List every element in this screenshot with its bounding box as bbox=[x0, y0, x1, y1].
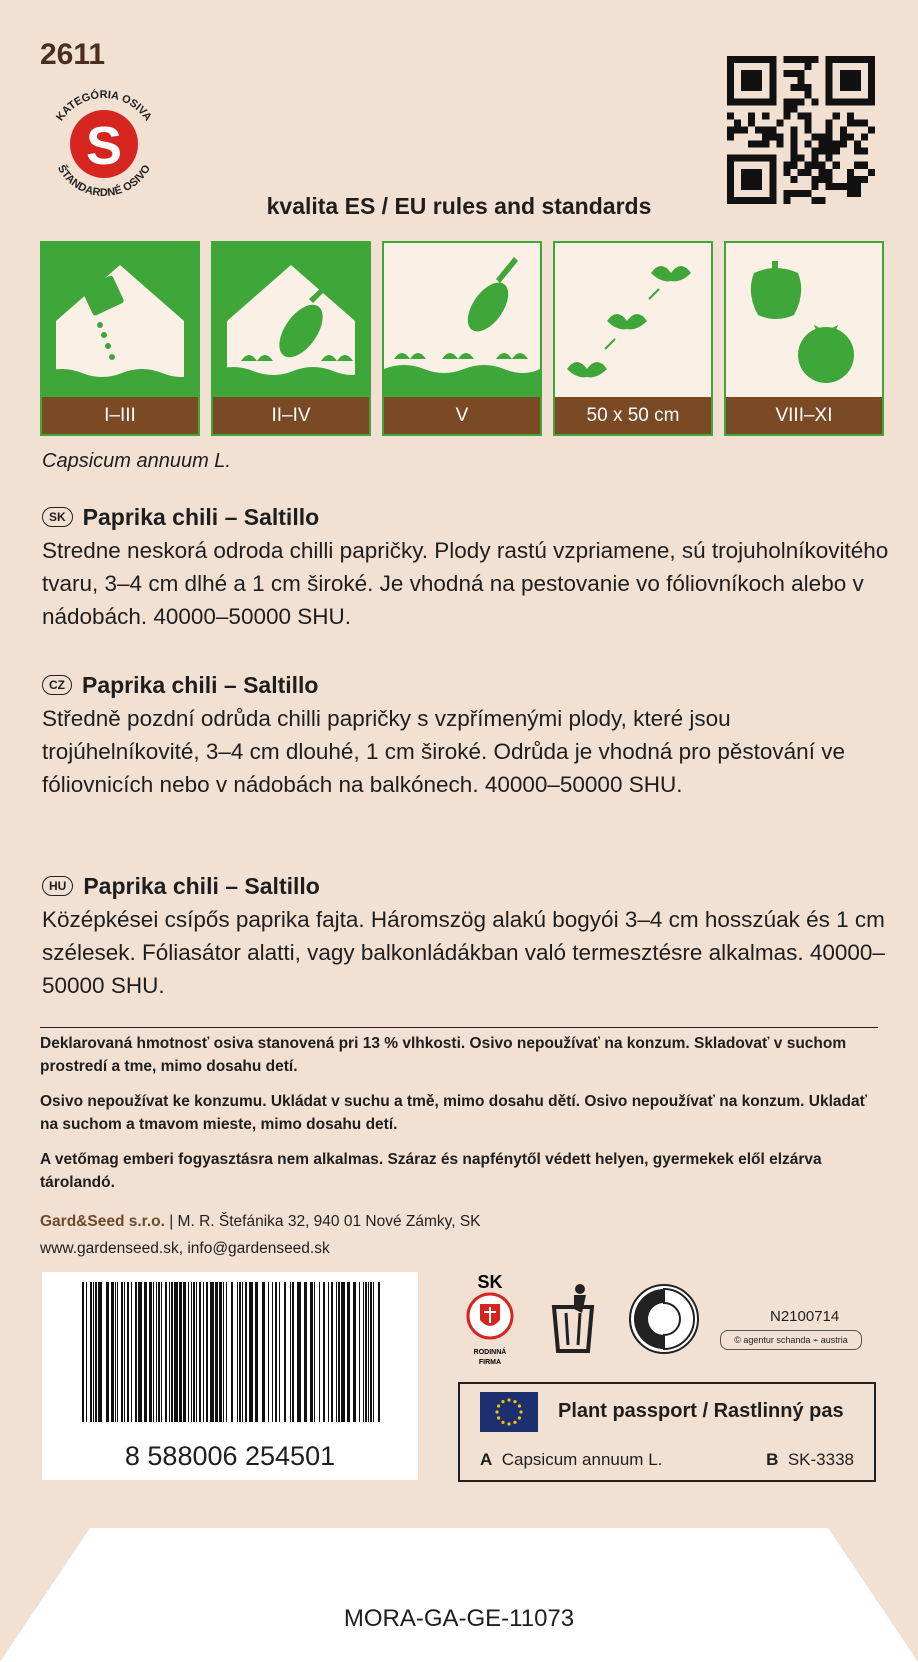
bottom-seal-panel bbox=[0, 1528, 918, 1662]
language-badge: HU bbox=[42, 876, 73, 896]
section-title: Paprika chili – Saltillo bbox=[82, 671, 319, 698]
section-cz bbox=[42, 668, 892, 801]
spacing-icon bbox=[555, 243, 711, 397]
latin-name: Capsicum annuum L. bbox=[42, 450, 231, 472]
barcode-bars-icon bbox=[42, 1282, 418, 1457]
harvest-icon bbox=[726, 243, 882, 397]
svg-text:KATEGÓRIA OSIVA: KATEGÓRIA OSIVA bbox=[54, 88, 154, 124]
barcode bbox=[42, 1272, 418, 1480]
legal-sk: Deklarovaná hmotnosť osiva stanovená pri 13 % vlhkosti. Osivo nepoužívať na konzum. Skladovať v suchom prostredí a tme, mimo dosahu detí. bbox=[40, 1035, 847, 1075]
legal-cz: Osivo nepoužívat ke konzumu. Ukládat v suchu a tmě, mimo dosahu dětí. Osivo nepoužívať na konzum. Ukladať na suchom a tmavom mieste, mimo dosahu detí. bbox=[40, 1093, 868, 1133]
tile-spacing bbox=[553, 241, 713, 436]
tile-outdoor-planting bbox=[382, 241, 542, 436]
tile-sowing bbox=[40, 241, 200, 436]
quality-statement: kvalita ES / EU rules and standards bbox=[266, 193, 652, 219]
sk-family-company-icon bbox=[462, 1270, 518, 1370]
tile-greenhouse-planting bbox=[211, 241, 371, 436]
company-web[interactable]: www.gardenseed.sk, info@gardenseed.sk bbox=[40, 1240, 330, 1257]
greenhouse-sowing-icon bbox=[42, 243, 198, 397]
certification-code: N2100714 bbox=[770, 1308, 840, 1325]
company-info bbox=[40, 1213, 481, 1231]
legal-hu: A vetőmag emberi fogyasztásra nem alkalmas. Száraz és napfénytől védett helyen, gyermekek elől elzárva tárolandó. bbox=[40, 1151, 822, 1191]
svg-text:RODINNÁ: RODINNÁ bbox=[473, 1349, 507, 1356]
product-code: 2611 bbox=[40, 38, 106, 71]
section-text: Středně pozdní odrůda chilli papričky s vzpřímenými plody, které jsou trojúhelníkovité, 3–4 cm dlouhé, 1 cm široké. Odrůda je vhodná pro pěstování ve fóliovnicích nebo v nádobách na balkónech. 40000–50000 SHU. bbox=[42, 706, 845, 797]
section-text: Középkései csípős paprika fajta. Háromszög alakú bogyói 3–4 cm hosszúak és 1 cm szélesek. Fóliasátor alatti, vagy balkonládákban való termesztésre alkalmas. 40000–50000 SHU. bbox=[42, 907, 885, 998]
trash-bin-icon bbox=[546, 1283, 604, 1355]
qr-code-icon[interactable] bbox=[722, 56, 880, 204]
section-hu bbox=[42, 869, 892, 1002]
section-title: Paprika chili – Saltillo bbox=[83, 872, 320, 899]
svg-text:ŠTANDARDNÉ OSIVO: ŠTANDARDNÉ OSIVO bbox=[54, 162, 154, 200]
section-sk bbox=[42, 500, 892, 633]
language-badge: SK bbox=[42, 507, 73, 527]
section-title: Paprika chili – Saltillo bbox=[82, 503, 320, 530]
svg-text:S: S bbox=[85, 116, 123, 176]
barcode-digits: 8 588006 254501 bbox=[124, 1441, 336, 1471]
seed-category-seal-icon bbox=[38, 78, 170, 210]
tile-label: VIII–XI bbox=[726, 397, 882, 434]
passport-row-a: A Capsicum annuum L. bbox=[480, 1450, 663, 1469]
greenhouse-planting-icon bbox=[213, 243, 369, 397]
tile-label: 50 x 50 cm bbox=[555, 397, 711, 434]
eu-flag-icon bbox=[480, 1392, 538, 1432]
tile-harvest bbox=[724, 241, 884, 436]
passport-row-b: B SK-3338 bbox=[766, 1450, 854, 1469]
tile-label: I–III bbox=[42, 397, 198, 434]
company-name: Gard&Seed s.r.o. bbox=[40, 1213, 165, 1230]
divider bbox=[40, 1027, 878, 1028]
svg-text:FIRMA: FIRMA bbox=[478, 1359, 502, 1366]
section-text: Stredne neskorá odroda chilli papričky. Plody rastú vzpriamene, sú trojuholníkovitého tvaru, 3–4 cm dlhé a 1 cm široké. Je vhodná na pestovanie vo fóliovníkoch alebo v nádobách. 40000–50000 SHU. bbox=[42, 538, 889, 629]
outdoor-planting-icon bbox=[384, 243, 540, 397]
svg-text:SK: SK bbox=[477, 1272, 503, 1292]
tile-label: V bbox=[384, 397, 540, 434]
plant-passport bbox=[458, 1382, 876, 1482]
agentur-badge: © agentur schanda ⌁ austria bbox=[720, 1330, 862, 1350]
company-address: | M. R. Štefánika 32, 940 01 Nové Zámky, SK bbox=[164, 1213, 481, 1230]
batch-code: MORA-GA-GE-11073 bbox=[343, 1605, 575, 1632]
language-badge: CZ bbox=[42, 675, 72, 695]
green-dot-icon bbox=[628, 1283, 700, 1355]
tile-label: II–IV bbox=[213, 397, 369, 434]
passport-title: Plant passport / Rastlinný pas bbox=[558, 1400, 844, 1422]
